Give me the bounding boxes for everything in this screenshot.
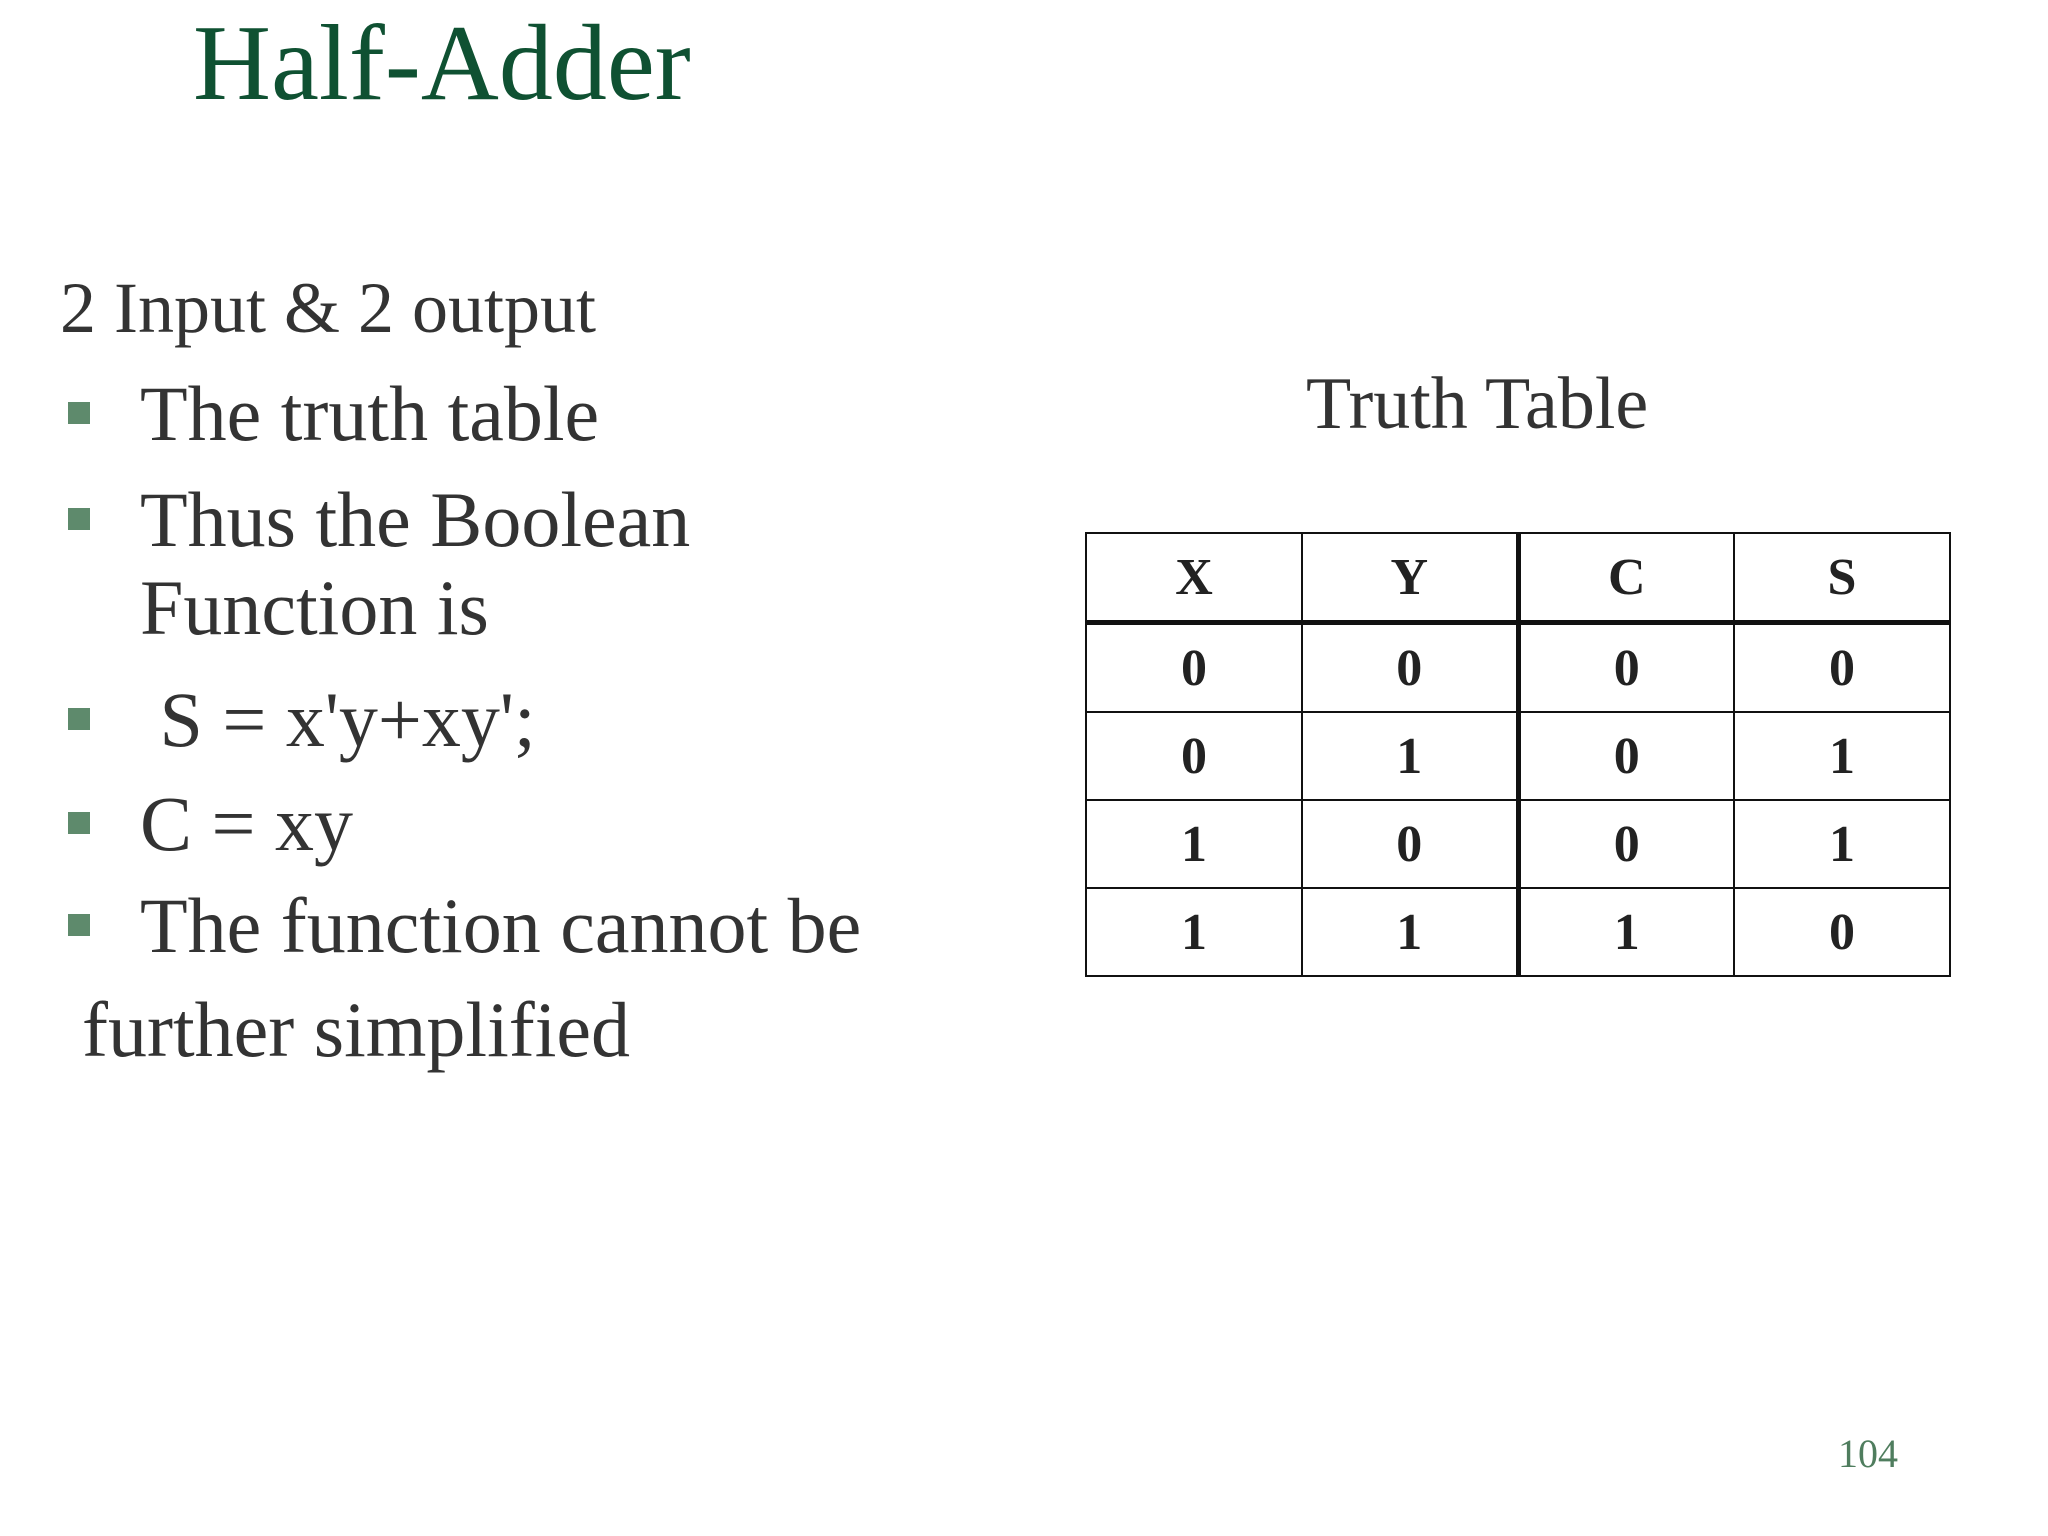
intro-line: 2 Input & 2 output <box>60 268 596 348</box>
column-header-x: X <box>1086 533 1302 623</box>
continuation-line: further simplified <box>82 986 631 1073</box>
slide-title: Half-Adder <box>193 4 691 123</box>
column-header-y: Y <box>1302 533 1518 623</box>
table-cell: 0 <box>1518 712 1734 800</box>
table-cell: 0 <box>1734 888 1950 976</box>
table-cell: 0 <box>1518 800 1734 888</box>
bullet-text: S = x'y+xy'; <box>140 676 536 763</box>
table-row <box>1086 623 1950 713</box>
column-header-c: C <box>1518 533 1734 623</box>
bullet-text: The function cannot be <box>140 882 862 969</box>
column-header-s: S <box>1734 533 1950 623</box>
truth-table-heading: Truth Table <box>1306 363 1649 445</box>
bullet-square-icon <box>68 402 90 424</box>
bullet-square-icon <box>68 708 90 730</box>
bullet-text: Function is <box>140 564 489 651</box>
bullet-text: Thus the Boolean <box>140 476 691 563</box>
bullet-square-icon <box>68 914 90 936</box>
table-cell: 1 <box>1302 888 1518 976</box>
table-row <box>1086 888 1950 976</box>
table-cell: 0 <box>1086 712 1302 800</box>
page-number: 104 <box>1838 1431 1898 1476</box>
table-cell: 1 <box>1086 888 1302 976</box>
table-cell: 1 <box>1734 712 1950 800</box>
table-cell: 0 <box>1086 623 1302 713</box>
table-cell: 1 <box>1518 888 1734 976</box>
table-cell: 0 <box>1302 800 1518 888</box>
table-cell: 1 <box>1086 800 1302 888</box>
truth-table <box>1085 532 1951 977</box>
table-cell: 1 <box>1734 800 1950 888</box>
table-cell: 0 <box>1302 623 1518 713</box>
bullet-text: The truth table <box>140 370 600 457</box>
bullet-square-icon <box>68 508 90 530</box>
table-cell: 0 <box>1518 623 1734 713</box>
table-row <box>1086 800 1950 888</box>
table-cell: 1 <box>1302 712 1518 800</box>
bullet-square-icon <box>68 812 90 834</box>
table-row <box>1086 712 1950 800</box>
table-header-row <box>1086 533 1950 623</box>
table-cell: 0 <box>1734 623 1950 713</box>
bullet-text: C = xy <box>140 780 354 867</box>
